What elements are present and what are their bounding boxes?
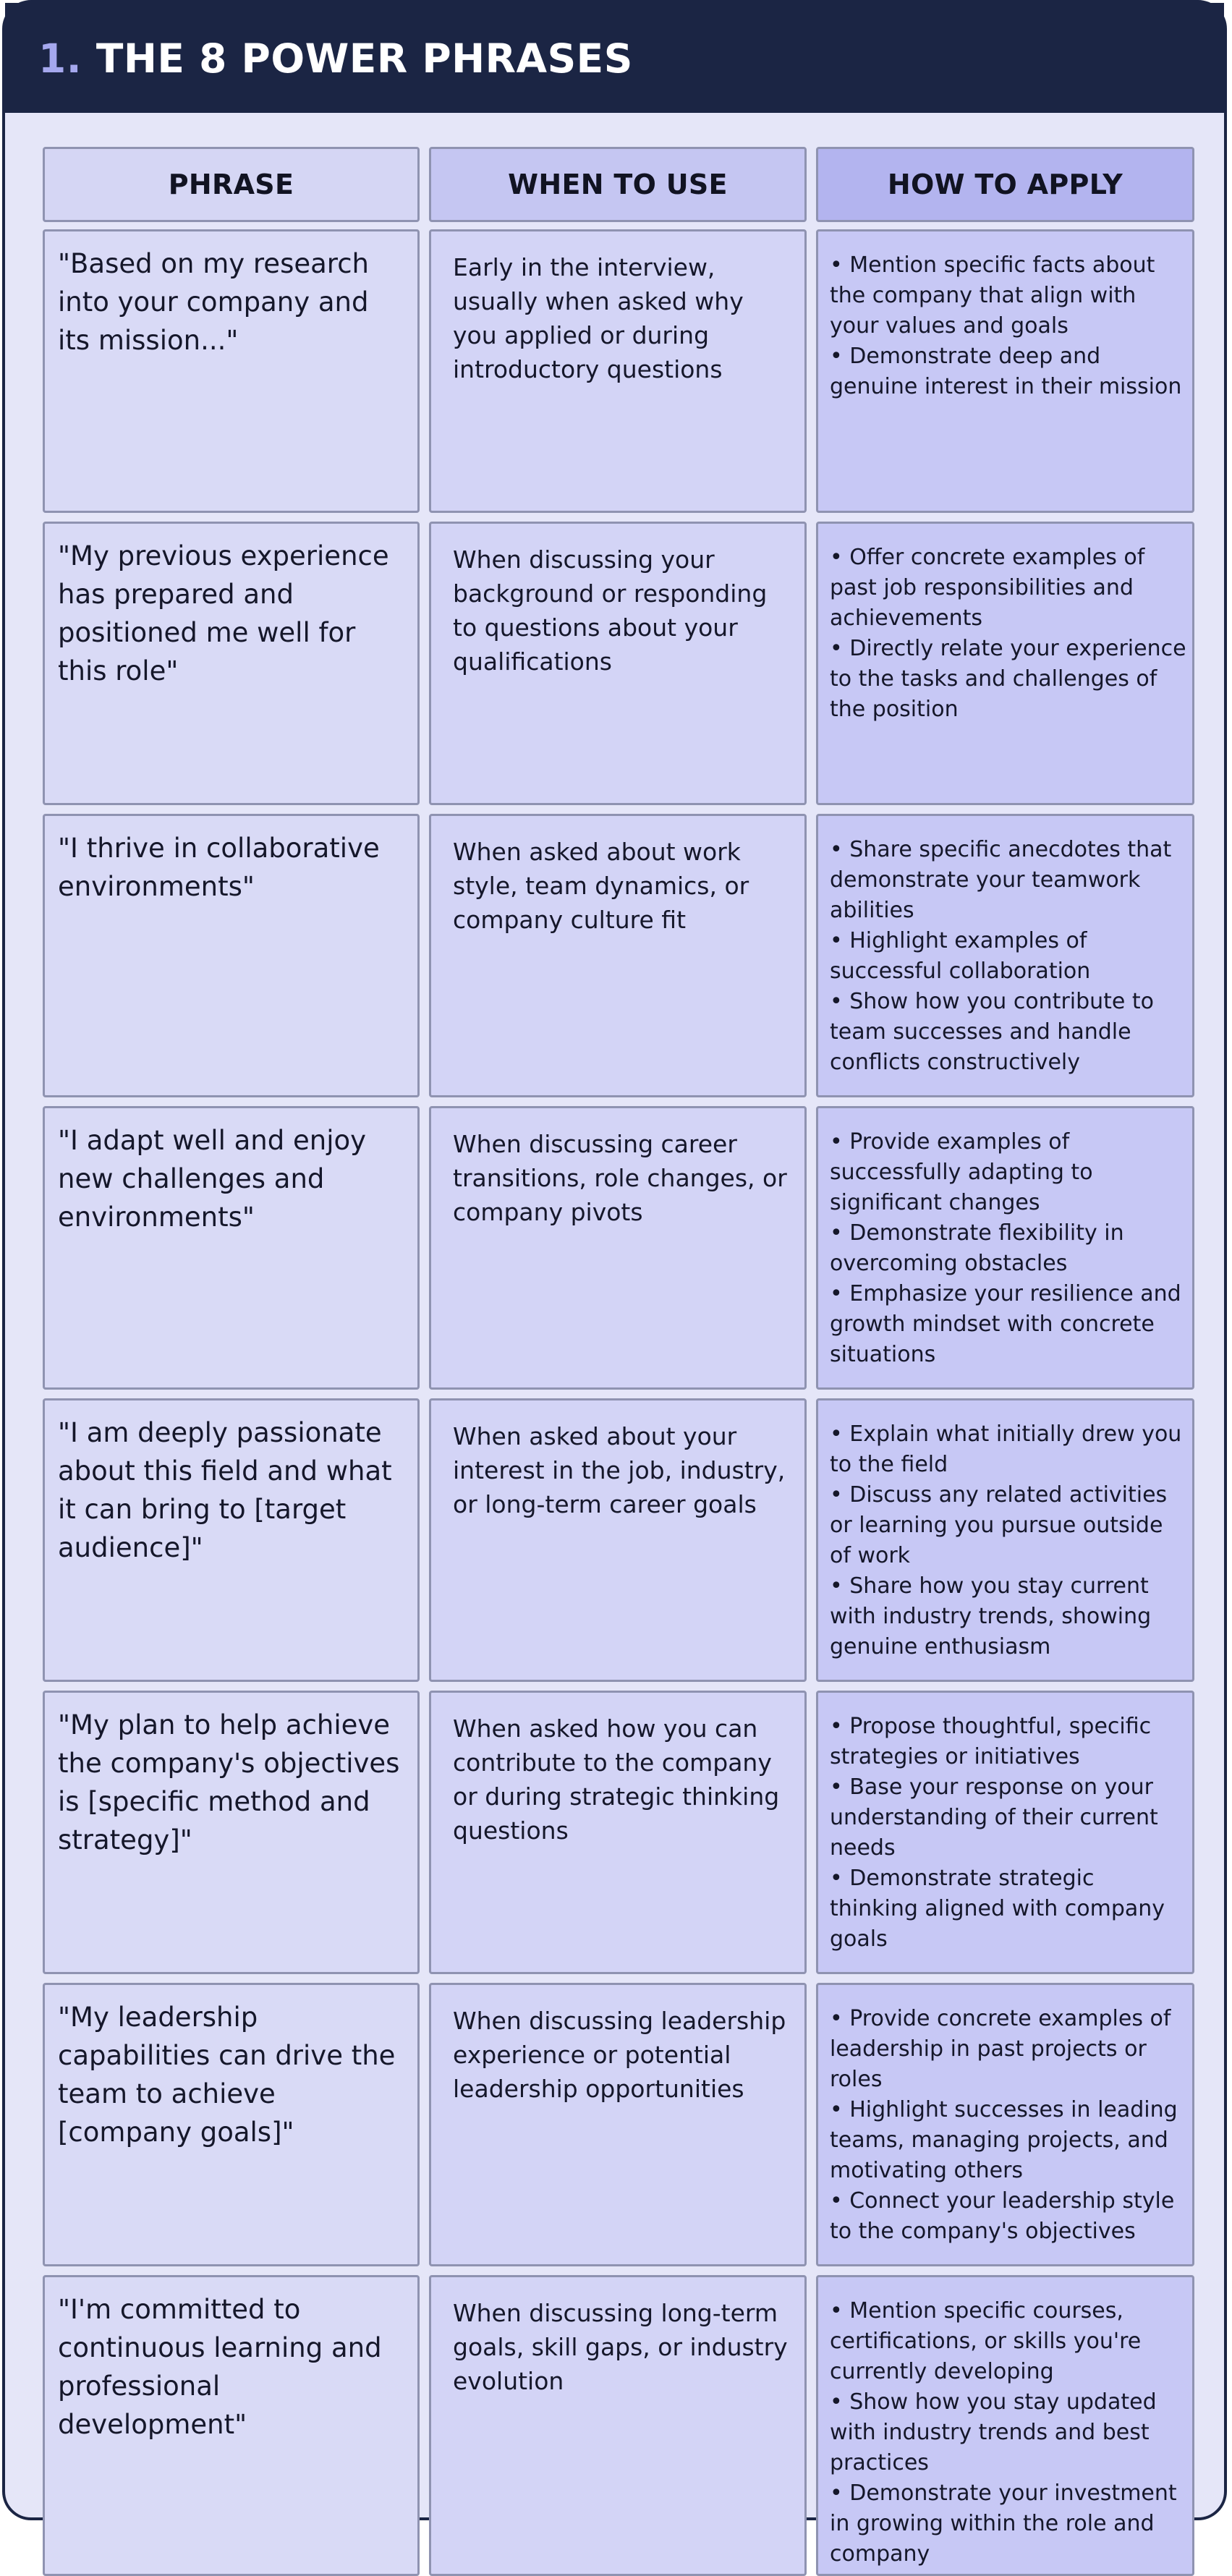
when-text: When discussing your background or responding to questions about your qualifications — [453, 545, 768, 676]
table-row-3-phrase-cell — [43, 814, 420, 1097]
phrase-text: "I'm committed to continuous learning and professional development" — [58, 2294, 382, 2440]
how-item: • Provide concrete examples of leadership in past projects or roles — [830, 2004, 1188, 2095]
how-list — [830, 543, 1188, 725]
table-row-1-when-cell — [429, 229, 807, 513]
how-item: • Explain what initially drew you to the field — [830, 1419, 1188, 1480]
phrase-text: "My previous experience has prepared and positioned me well for this role" — [58, 540, 389, 686]
how-item: • Connect your leadership style to the company's objectives — [830, 2186, 1188, 2247]
how-item: • Offer concrete examples of past job responsibilities and achievements — [830, 543, 1188, 634]
how-item: • Demonstrate your investment in growing within the role and company — [830, 2478, 1188, 2569]
table-row-5-when-cell — [429, 1398, 807, 1682]
table-row-8-phrase-cell — [43, 2275, 420, 2576]
card-header — [5, 3, 1224, 113]
how-item: • Highlight examples of successful collaboration — [830, 926, 1188, 987]
phrase-text: "I adapt well and enjoy new challenges and environments" — [58, 1125, 367, 1233]
when-text: When asked how you can contribute to the company or during strategic thinking questions — [453, 1714, 780, 1845]
when-text: Early in the interview, usually when asked why you applied or during introductory questions — [453, 253, 744, 383]
how-item: • Mention specific courses, certifications, or skills you're currently developing — [830, 2296, 1188, 2387]
how-list — [830, 1419, 1188, 1662]
how-item: • Discuss any related activities or learning you pursue outside of work — [830, 1480, 1188, 1571]
how-item: • Provide examples of successfully adapting to significant changes — [830, 1127, 1188, 1218]
table-row-7-how-cell — [816, 1983, 1194, 2266]
table-row-1-how-cell — [816, 229, 1194, 513]
how-item: • Mention specific facts about the company that align with your values and goals — [830, 250, 1188, 341]
how-list — [830, 2004, 1188, 2247]
table-row-5-phrase-cell — [43, 1398, 420, 1682]
table-row-3-when-cell — [429, 814, 807, 1097]
how-item: • Share specific anecdotes that demonstrate your teamwork abilities — [830, 835, 1188, 926]
table-row-4-when-cell — [429, 1106, 807, 1390]
how-item: • Demonstrate flexibility in overcoming obstacles — [830, 1218, 1188, 1279]
table-row-7-when-cell — [429, 1983, 807, 2266]
when-text: When discussing long-term goals, skill gaps, or industry evolution — [453, 2299, 788, 2395]
table-row-8-how-cell — [816, 2275, 1194, 2576]
how-item: • Highlight successes in leading teams, managing projects, and motivating others — [830, 2095, 1188, 2186]
table-row-6-phrase-cell — [43, 1691, 420, 1974]
column-header-how — [816, 147, 1194, 222]
page-title — [38, 33, 633, 84]
table-row-3-how-cell — [816, 814, 1194, 1097]
column-header-label: HOW TO APPLY — [887, 169, 1123, 200]
phrase-text: "My leadership capabilities can drive the team to achieve [company goals]" — [58, 2002, 396, 2148]
table-row-2-when-cell — [429, 522, 807, 805]
how-list — [830, 1712, 1188, 1955]
when-text: When asked about work style, team dynamics, or company culture fit — [453, 838, 749, 934]
column-header-when — [429, 147, 807, 222]
how-item: • Show how you stay updated with industry trends and best practices — [830, 2387, 1188, 2478]
phrase-text: "Based on my research into your company and its mission..." — [58, 248, 369, 356]
how-item: • Directly relate your experience to the tasks and challenges of the position — [830, 634, 1188, 725]
how-list — [830, 2296, 1188, 2569]
how-item: • Demonstrate deep and genuine interest in their mission — [830, 341, 1188, 402]
how-list — [830, 835, 1188, 1078]
column-header-phrase — [43, 147, 420, 222]
power-phrases-card — [2, 0, 1227, 2567]
column-header-label: PHRASE — [168, 169, 294, 200]
how-list — [830, 250, 1188, 402]
table-row-4-phrase-cell — [43, 1106, 420, 1390]
column-header-label: WHEN TO USE — [508, 169, 728, 200]
when-text: When asked about your interest in the job, industry, or long-term career goals — [453, 1422, 786, 1518]
how-list — [830, 1127, 1188, 1370]
table-row-4-how-cell — [816, 1106, 1194, 1390]
how-item: • Propose thoughtful, specific strategies or initiatives — [830, 1712, 1188, 1772]
how-item: • Share how you stay current with industry trends, showing genuine enthusiasm — [830, 1571, 1188, 1662]
how-item: • Demonstrate strategic thinking aligned with company goals — [830, 1863, 1188, 1955]
when-text: When discussing leadership experience or potential leadership opportunities — [453, 2007, 786, 2103]
table-row-2-phrase-cell — [43, 522, 420, 805]
how-item: • Base your response on your understanding of their current needs — [830, 1772, 1188, 1863]
table-row-1-phrase-cell — [43, 229, 420, 513]
title-text: THE 8 POWER PHRASES — [95, 35, 633, 82]
phrase-text: "I thrive in collaborative environments" — [58, 833, 380, 902]
how-item: • Show how you contribute to team successes and handle conflicts constructively — [830, 987, 1188, 1078]
table-row-8-when-cell — [429, 2275, 807, 2576]
table-row-2-how-cell — [816, 522, 1194, 805]
title-number: 1. — [38, 35, 82, 82]
phrase-text: "I am deeply passionate about this field and what it can bring to [target audience]" — [58, 1417, 392, 1563]
phrase-text: "My plan to help achieve the company's objectives is [specific method and strategy]" — [58, 1709, 400, 1856]
how-item: • Emphasize your resilience and growth mindset with concrete situations — [830, 1279, 1188, 1370]
when-text: When discussing career transitions, role changes, or company pivots — [453, 1130, 787, 1226]
table-row-6-when-cell — [429, 1691, 807, 1974]
table-row-7-phrase-cell — [43, 1983, 420, 2266]
table-row-6-how-cell — [816, 1691, 1194, 1974]
table-row-5-how-cell — [816, 1398, 1194, 1682]
